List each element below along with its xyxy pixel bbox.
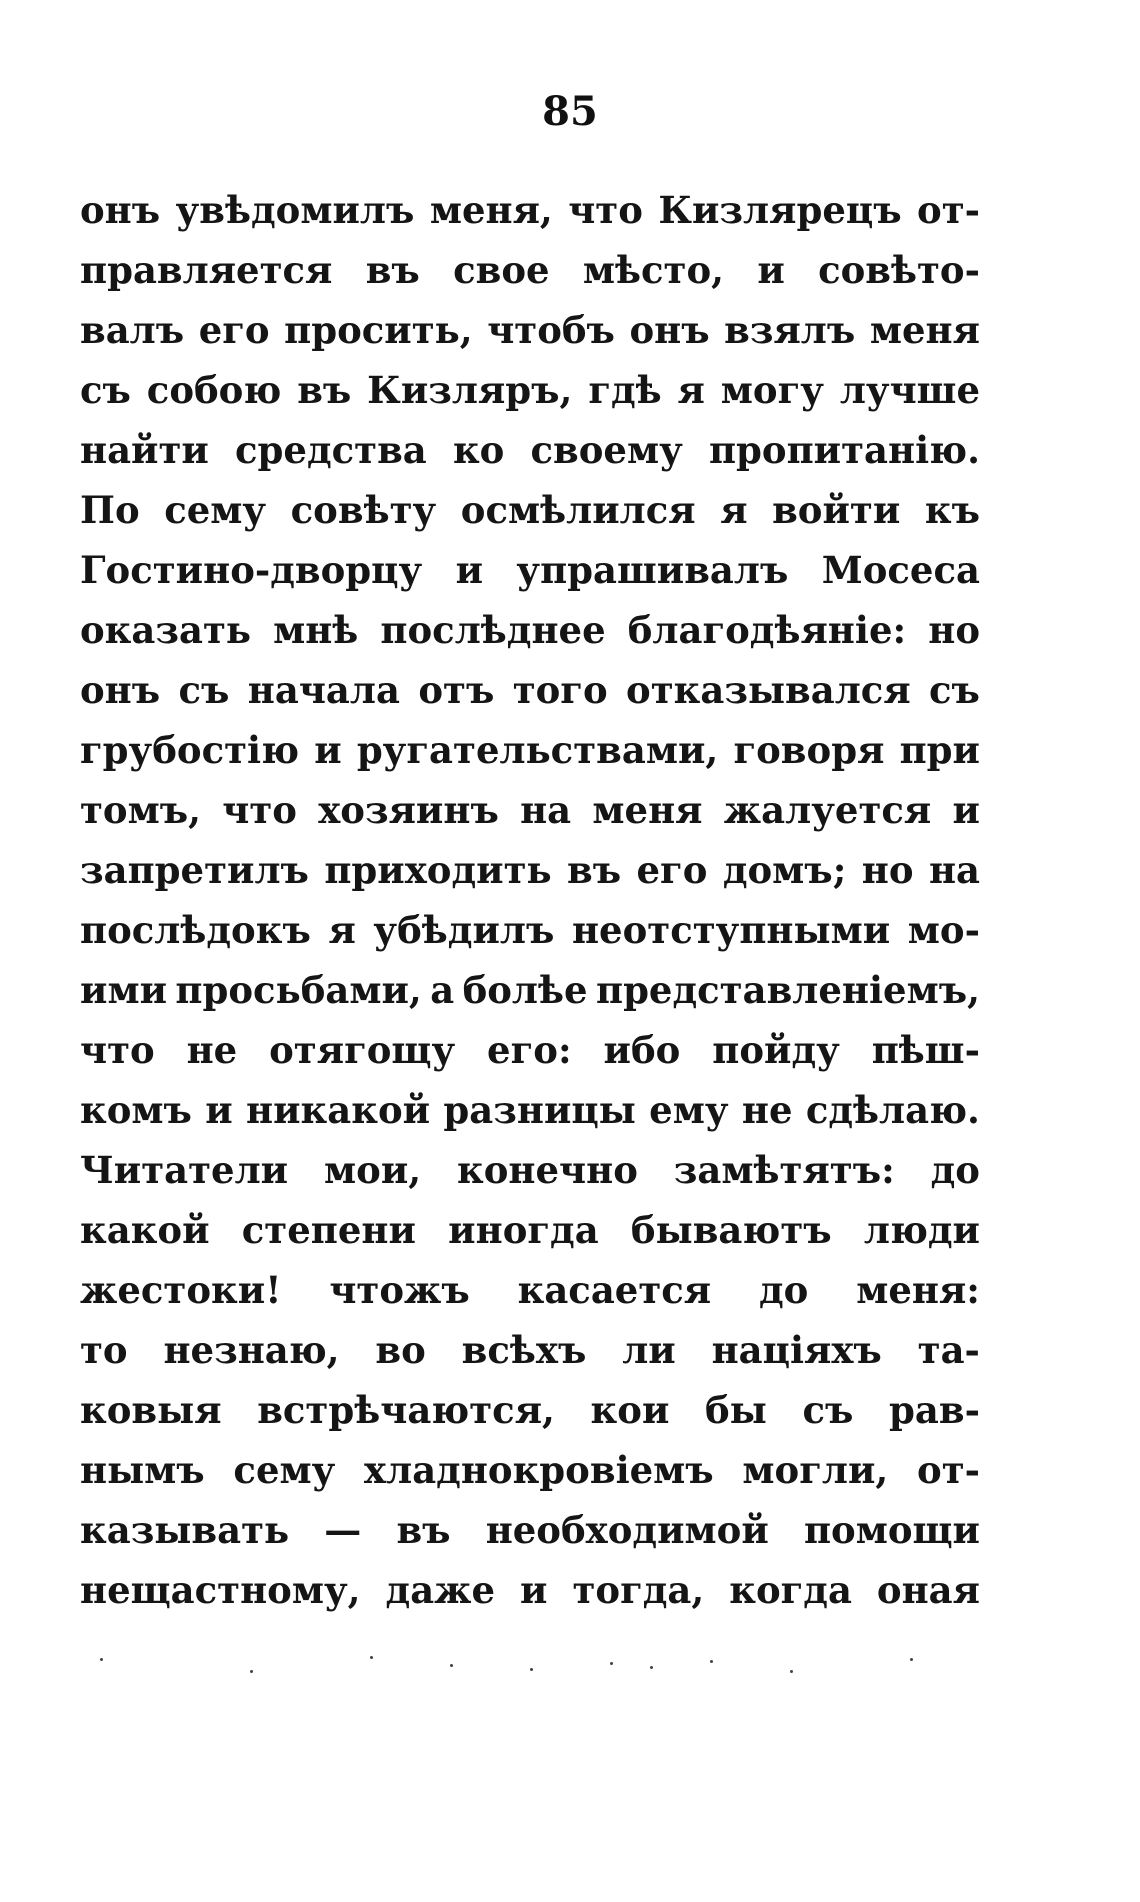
word: когда xyxy=(729,1568,852,1612)
text-line xyxy=(80,960,980,1020)
word: послѣдокъ xyxy=(80,908,311,952)
word: и xyxy=(520,1568,548,1612)
word: люди xyxy=(863,1208,980,1252)
word: Кизлярецъ xyxy=(658,188,902,232)
text-line xyxy=(80,1500,980,1560)
word: говоря xyxy=(733,728,885,772)
word: оказать xyxy=(80,608,251,652)
word: мои, xyxy=(324,1148,422,1192)
word: иногда xyxy=(448,1208,599,1252)
word: до xyxy=(759,1268,809,1312)
text-line xyxy=(80,1260,980,1320)
word: грубостію xyxy=(80,728,300,772)
text-line xyxy=(80,480,980,540)
word: ими xyxy=(80,968,168,1012)
word: незнаю, xyxy=(163,1328,340,1372)
word: то xyxy=(80,1328,128,1372)
word: приходить xyxy=(324,848,552,892)
word: меня xyxy=(869,308,980,352)
word: въ xyxy=(365,248,420,292)
word: ему xyxy=(649,1088,729,1132)
word: и xyxy=(455,548,484,592)
body-text xyxy=(80,180,980,1620)
word: помощи xyxy=(803,1508,980,1552)
word: могли, xyxy=(742,1448,889,1492)
word: касается xyxy=(517,1268,712,1312)
word: степени xyxy=(241,1208,416,1252)
word: комъ xyxy=(80,1088,192,1132)
word: средства xyxy=(235,428,427,472)
word: своему xyxy=(530,428,683,472)
text-line xyxy=(80,1320,980,1380)
word: хозяинъ xyxy=(318,788,499,832)
page-number: 85 xyxy=(542,88,598,135)
word: убѣдилъ xyxy=(373,908,555,952)
word: жестоки! xyxy=(80,1268,282,1312)
word: въ xyxy=(396,1508,451,1552)
text-line xyxy=(80,1020,980,1080)
word: свое xyxy=(453,248,550,292)
word: всѣхъ xyxy=(461,1328,587,1372)
word: Гостино-дворцу xyxy=(80,548,423,592)
word: съ xyxy=(80,368,131,412)
word: увѣдомилъ xyxy=(175,188,415,232)
word: я xyxy=(720,488,748,532)
word: томъ, xyxy=(80,788,202,832)
text-line xyxy=(80,1560,980,1620)
word: ко xyxy=(452,428,505,472)
word: не xyxy=(741,1088,793,1132)
word: онъ xyxy=(80,668,161,712)
word: ибо xyxy=(603,1028,681,1072)
word: во xyxy=(375,1328,426,1372)
text-line xyxy=(80,300,980,360)
word: отъ xyxy=(418,668,495,712)
word: кои xyxy=(590,1388,670,1432)
word: хладнокровіемъ xyxy=(364,1448,714,1492)
word: пропитанію. xyxy=(708,428,980,472)
word: запретилъ xyxy=(80,848,309,892)
word: пѣш- xyxy=(871,1028,980,1072)
word: даже xyxy=(385,1568,496,1612)
word: его: xyxy=(487,1028,572,1072)
word: та- xyxy=(917,1328,980,1372)
word: благодѣяніе: xyxy=(627,608,907,652)
word: отказывался xyxy=(626,668,911,712)
word: жалуется xyxy=(723,788,932,832)
word: нымъ xyxy=(80,1448,205,1492)
word: конечно xyxy=(457,1148,638,1192)
word: отягощу xyxy=(269,1028,456,1072)
word: его xyxy=(198,308,270,352)
word: могу xyxy=(720,368,824,412)
word: осмѣлился xyxy=(460,488,696,532)
word: чтожъ xyxy=(329,1268,470,1312)
word: пойду xyxy=(712,1028,840,1072)
word: необходимой xyxy=(485,1508,769,1552)
word: и xyxy=(205,1088,233,1132)
word: мо- xyxy=(907,908,980,952)
word: от- xyxy=(917,1448,980,1492)
word: но xyxy=(861,848,914,892)
word: встрѣчаются, xyxy=(257,1388,555,1432)
text-line xyxy=(80,1440,980,1500)
word: съ xyxy=(802,1388,854,1432)
word: меня xyxy=(592,788,703,832)
word: ругательствами, xyxy=(356,728,719,772)
word: правляется xyxy=(80,248,333,292)
word: ли xyxy=(622,1328,676,1372)
word: болѣе xyxy=(462,968,588,1012)
text-line xyxy=(80,600,980,660)
word: замѣтятъ: xyxy=(673,1148,895,1192)
word: собою xyxy=(146,368,282,412)
word: его xyxy=(636,848,708,892)
word: совѣто- xyxy=(818,248,980,292)
word: бываютъ xyxy=(630,1208,832,1252)
word: просить, xyxy=(284,308,473,352)
word: что xyxy=(222,788,297,832)
text-line xyxy=(80,240,980,300)
word: а xyxy=(430,968,455,1012)
word: сдѣлаю. xyxy=(805,1088,980,1132)
word: Читатели xyxy=(80,1148,289,1192)
word: мнѣ xyxy=(273,608,359,652)
word: мѣсто, xyxy=(582,248,725,292)
text-line xyxy=(80,720,980,780)
word: при xyxy=(899,728,980,772)
word: тогда, xyxy=(572,1568,705,1612)
word: что xyxy=(568,188,643,232)
word: сему xyxy=(233,1448,336,1492)
word: разницы xyxy=(443,1088,636,1132)
word: на xyxy=(520,788,572,832)
word: что xyxy=(80,1028,155,1072)
word: неотступными xyxy=(571,908,891,952)
word: но xyxy=(928,608,980,652)
word: того xyxy=(512,668,608,712)
text-line xyxy=(80,540,980,600)
text-line xyxy=(80,780,980,840)
word: валъ xyxy=(80,308,185,352)
text-line xyxy=(80,420,980,480)
word: гдѣ xyxy=(588,368,662,412)
word: войти xyxy=(772,488,901,532)
word: меня: xyxy=(856,1268,980,1312)
word: сему xyxy=(164,488,267,532)
word: нещастному, xyxy=(80,1568,361,1612)
word: въ xyxy=(297,368,352,412)
word: я xyxy=(328,908,356,952)
text-line xyxy=(80,1380,980,1440)
word: съ xyxy=(178,668,230,712)
word: меня, xyxy=(429,188,553,232)
word: и xyxy=(952,788,980,832)
word: начала xyxy=(247,668,400,712)
word: представленіемъ, xyxy=(595,968,980,1012)
word: до xyxy=(930,1148,980,1192)
word: послѣднее xyxy=(380,608,606,652)
word: оная xyxy=(876,1568,980,1612)
text-line xyxy=(80,180,980,240)
text-line xyxy=(80,900,980,960)
word: упрашивалъ xyxy=(516,548,789,592)
text-line xyxy=(80,660,980,720)
word: от- xyxy=(917,188,980,232)
print-specks xyxy=(90,1650,990,1680)
word: чтобъ xyxy=(487,308,615,352)
word: онъ xyxy=(629,308,710,352)
word: и xyxy=(314,728,342,772)
word: рав- xyxy=(889,1388,980,1432)
word: По xyxy=(80,488,140,532)
word: просьбами, xyxy=(175,968,422,1012)
text-line xyxy=(80,360,980,420)
word: бы xyxy=(705,1388,767,1432)
word: лучше xyxy=(839,368,980,412)
text-line xyxy=(80,1200,980,1260)
word: никакой xyxy=(246,1088,431,1132)
word: совѣту xyxy=(290,488,437,532)
text-line xyxy=(80,1080,980,1140)
text-line xyxy=(80,840,980,900)
word: казывать xyxy=(80,1508,290,1552)
word: я xyxy=(677,368,705,412)
word: къ xyxy=(924,488,980,532)
word: въ xyxy=(567,848,622,892)
word: взялъ xyxy=(724,308,856,352)
word: домъ; xyxy=(722,848,847,892)
word: — xyxy=(324,1508,362,1552)
text-line xyxy=(80,1140,980,1200)
word: націяхъ xyxy=(711,1328,882,1372)
word: съ xyxy=(929,668,980,712)
word: онъ xyxy=(80,188,161,232)
word: ковыя xyxy=(80,1388,222,1432)
word: Кизляръ, xyxy=(367,368,573,412)
word: найти xyxy=(80,428,209,472)
word: Мосеса xyxy=(821,548,980,592)
word: и xyxy=(757,248,785,292)
word: какой xyxy=(80,1208,210,1252)
word: не xyxy=(186,1028,238,1072)
word: на xyxy=(928,848,980,892)
